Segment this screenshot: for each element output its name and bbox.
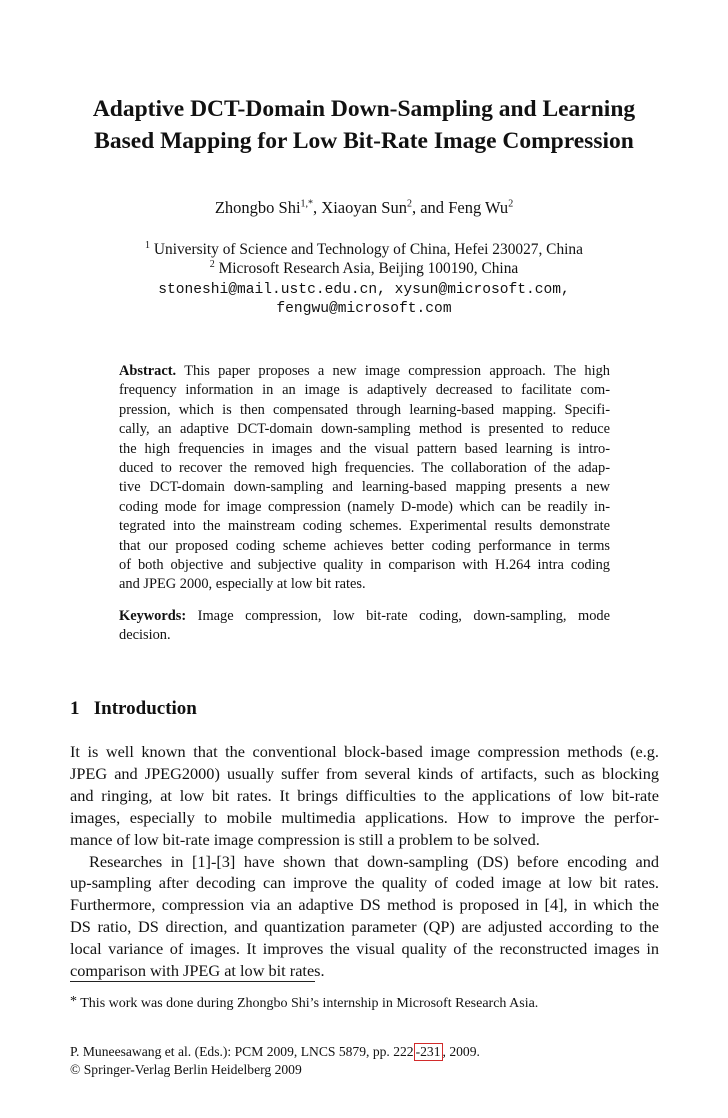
title-line-2: Based Mapping for Low Bit-Rate Image Compression xyxy=(94,128,634,154)
author-list xyxy=(0,197,728,219)
abstract-line xyxy=(119,362,610,381)
copyright-line: © Springer-Verlag Berlin Heidelberg 2009 xyxy=(70,1062,302,1077)
section-heading xyxy=(70,696,197,722)
section-number: 1 xyxy=(70,698,80,719)
abstract-line: coding mode for image compression (namely D-mode) which can be readily in- xyxy=(119,498,610,515)
author-name: Feng Wu xyxy=(448,198,509,217)
citation-line xyxy=(70,1043,480,1061)
body-line: and ringing, at low bit rates. It brings difficulties to the applications of low bit-rate xyxy=(70,785,659,805)
citation-suffix: , 2009. xyxy=(442,1044,480,1059)
author-name: Zhongbo Shi xyxy=(214,198,301,217)
keywords-line xyxy=(119,607,610,626)
abstract-line: cally, an adaptive DCT-domain down-sampling method is presented to reduce xyxy=(119,421,610,438)
abstract-line: of both objective and subjective quality in comparison with H.264 intra coding xyxy=(119,557,610,574)
affiliation-text: University of Science and Technology of China, Hefei 230027, China xyxy=(153,241,583,258)
keywords xyxy=(119,607,610,646)
abstract-line: duced to recover the removed high frequencies. The collaboration of the adap- xyxy=(119,460,610,477)
body-line: up-sampling after decoding can improve the quality of coded image at low bit rates. xyxy=(70,873,659,893)
abstract-line: tegrated into the mainstream coding schemes. Experimental results demonstrate xyxy=(119,518,610,535)
footnote xyxy=(70,995,538,1013)
citation-prefix: P. Muneesawang et al. (Eds.): PCM 2009, LNCS 5879, pp. 222 xyxy=(70,1044,414,1059)
author-affiliation-mark: 2 xyxy=(406,198,412,210)
email-line-1: stoneshi@mail.ustc.edu.cn, xysun@microsoft.com, xyxy=(158,282,570,298)
page-range-highlight: -231 xyxy=(415,1044,441,1059)
abstract-line: the high frequencies in images and the visual pattern based learning is intro- xyxy=(119,440,610,457)
keywords-text: Image compression, low bit-rate coding, down-sampling, mode xyxy=(197,608,610,624)
body-line: Researches in [1]-[3] have shown that down-sampling (DS) before encoding and xyxy=(89,851,659,871)
body-line: mance of low bit-rate image compression is still a problem to be solved. xyxy=(70,829,540,849)
body-line: Furthermore, compression via an adaptive DS method is proposed in [4], in which the xyxy=(70,895,659,915)
abstract-line: frequency information in an image is adaptively decreased to facilitate com- xyxy=(119,382,610,399)
footnote-mark: * xyxy=(70,994,77,1009)
body-line: JPEG and JPEG2000) usually suffer from several kinds of artifacts, such as blocking xyxy=(70,763,659,783)
abstract-line: and JPEG 2000, especially at low bit rates. xyxy=(119,576,366,593)
author-separator: , xyxy=(313,198,322,217)
abstract-line: pression, which is then compensated through learning-based mapping. Specifi- xyxy=(119,401,610,418)
abstract-label: Abstract. xyxy=(119,363,177,379)
body-line: comparison with JPEG at low bit rates. xyxy=(70,961,325,981)
paper-title xyxy=(40,93,688,157)
affiliation-text: Microsoft Research Asia, Beijing 100190, China xyxy=(218,260,519,277)
keywords-label: Keywords: xyxy=(119,608,187,624)
title-line-1: Adaptive DCT-Domain Down-Sampling and Learning xyxy=(92,96,636,122)
author-affiliation-mark: 2 xyxy=(508,198,514,210)
affiliation-1 xyxy=(0,240,728,260)
affiliation-mark: 1 xyxy=(145,239,151,251)
footnote-text: This work was done during Zhongbo Shi’s internship in Microsoft Research Asia. xyxy=(80,996,539,1011)
body-line: It is well known that the conventional block-based image compression methods (e.g. xyxy=(70,742,659,761)
body-text xyxy=(70,741,659,982)
email-line-2: fengwu@microsoft.com xyxy=(276,301,452,317)
section-title: Introduction xyxy=(93,698,197,719)
keywords-line: decision. xyxy=(119,627,171,644)
affiliation-2 xyxy=(0,259,728,279)
citation-block xyxy=(70,1043,480,1079)
abstract-text: This paper proposes a new image compression approach. The high xyxy=(184,363,610,379)
body-line: DS ratio, DS direction, and quantization parameter (QP) are adjusted according to the xyxy=(70,917,659,937)
abstract-line: that our proposed coding scheme achieves better coding performance in terms xyxy=(119,537,610,554)
body-line: local variance of images. It improves the visual quality of the reconstructed images in xyxy=(70,939,659,959)
author-affiliation-mark: 1,* xyxy=(300,198,314,210)
footnote-divider xyxy=(70,981,315,982)
author-separator: , and xyxy=(411,198,449,217)
abstract xyxy=(119,362,610,595)
author-name: Xiaoyan Sun xyxy=(321,198,407,217)
affiliation-mark: 2 xyxy=(209,258,215,270)
abstract-line: tive DCT-domain down-sampling and learning-based mapping presents a new xyxy=(119,479,610,496)
body-line: images, especially to mobile multimedia applications. How to improve the perfor- xyxy=(70,807,659,827)
